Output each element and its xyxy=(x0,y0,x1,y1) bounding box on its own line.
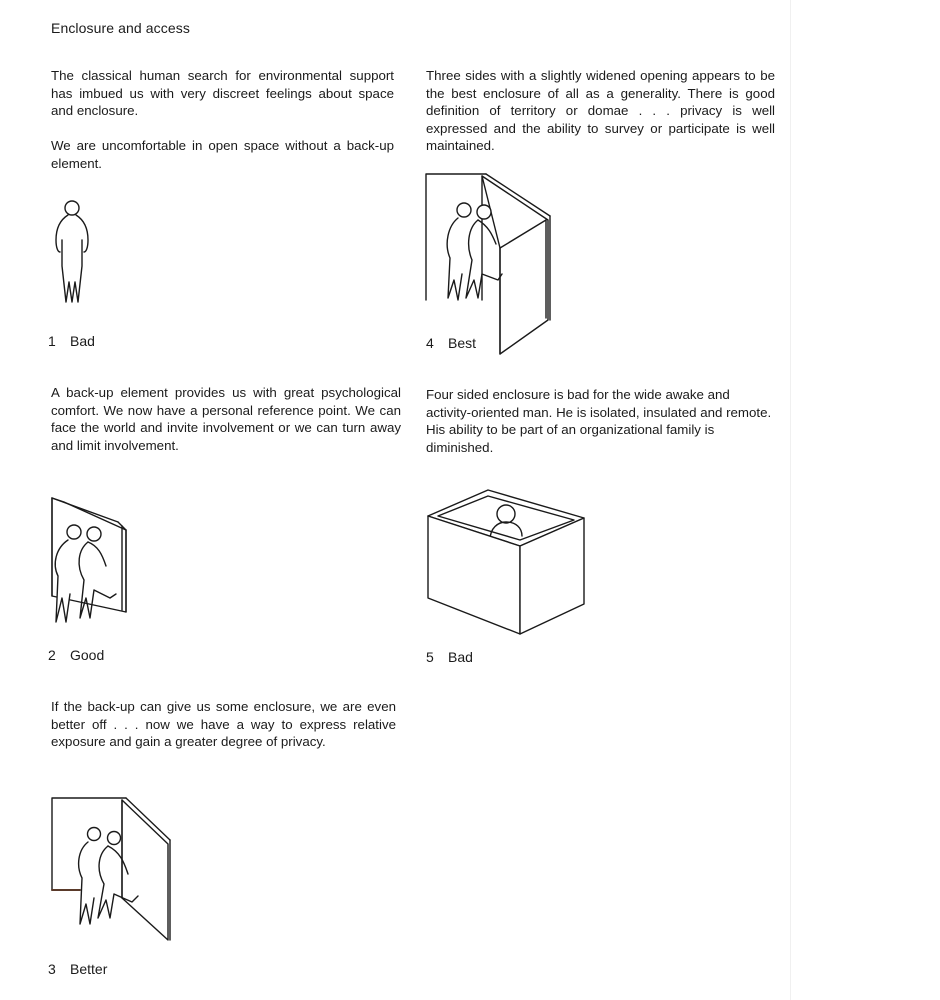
figure-1-caption xyxy=(48,333,95,349)
figure-4-three-walls xyxy=(420,170,554,356)
figure-5-label: Bad xyxy=(448,649,473,665)
figure-2-label: Good xyxy=(70,647,105,663)
figure-5-caption xyxy=(426,649,473,665)
figure-2-single-wall xyxy=(44,494,134,628)
figure-2-number: 2 xyxy=(48,647,56,663)
figure-4-label: Best xyxy=(448,335,477,351)
figure-4-caption xyxy=(426,335,476,351)
figure-5-number: 5 xyxy=(426,649,434,665)
figure-1-number: 1 xyxy=(48,333,56,349)
figure-5-four-sided-box xyxy=(424,488,588,638)
figure-2-caption xyxy=(48,647,104,663)
section-3-paragraph: If the back-up can give us some enclosure, we are even better off . . . now we have a way to express relative exposure and gain a greater degree of privacy. xyxy=(51,699,396,749)
page-heading: Enclosure and access xyxy=(51,20,190,36)
figure-4-number: 4 xyxy=(426,335,434,351)
intro-paragraph-2: We are uncomfortable in open space without a back-up element. xyxy=(51,138,394,171)
section-4-paragraph: Three sides with a slightly widened opening appears to be the best enclosure of all as a generality. There is good definition of territory or domae . . . privacy is well expressed and the ability to survey or participate is well maintained. xyxy=(426,68,775,153)
section-5-paragraph: Four sided enclosure is bad for the wide awake and activity-oriented man. He is isolated, insulated and remote. His ability to be part of an organizational family is diminished. xyxy=(426,387,772,455)
figure-3-corner-walls xyxy=(50,794,174,942)
figure-1-standing-person xyxy=(44,196,104,308)
figure-3-number: 3 xyxy=(48,961,56,977)
figure-3-label: Better xyxy=(70,961,108,977)
section-2-paragraph: A back-up element provides us with great psychological comfort. We now have a personal reference point. We can face the world and invite involvement or we can turn away and limit involvement. xyxy=(51,385,401,453)
page-edge xyxy=(790,0,791,1000)
figure-3-caption xyxy=(48,961,107,977)
figure-1-label: Bad xyxy=(70,333,95,349)
intro-paragraph-1: The classical human search for environmental support has imbued us with very discreet feelings about space and enclosure. xyxy=(51,68,394,118)
